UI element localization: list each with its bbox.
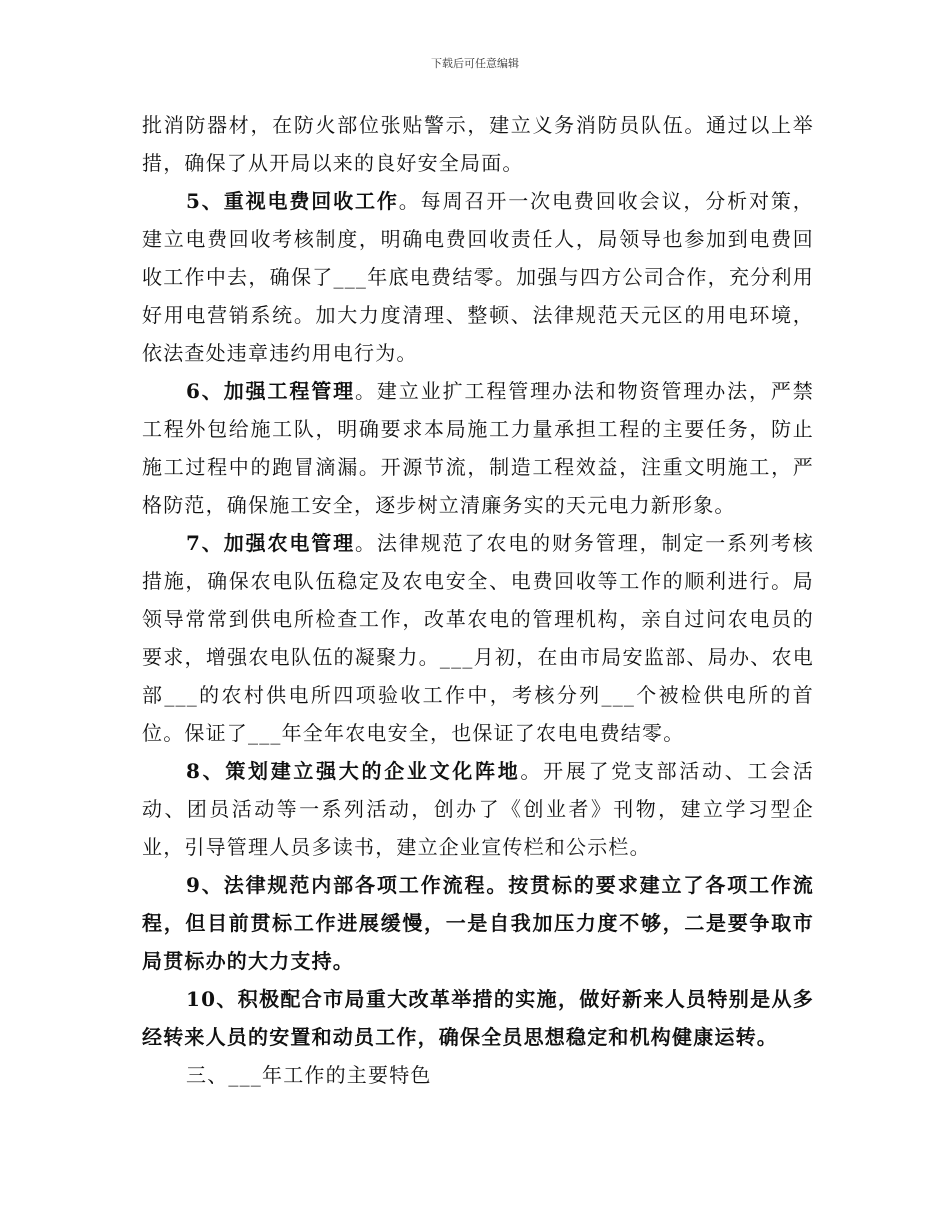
paragraph-heading: 5、重视电费回收工作 [186,189,399,213]
page-header: 下载后可任意编辑 [431,57,519,70]
paragraph-text: 。每周召开一次电费回收会议，分析对策，建立电费回收考核制度，明确电费回收责任人，局领导也参加到电费回收工作中去，确保了___年底电费结零。加强与四方公司合作，充分利用好用电营销系统。加大力度清理、整顿、法律规范天元区的用电环境，依法查处违章违约用电行为。 [142,189,814,365]
paragraph-text: 。开展了党支部活动、工会活动、团员活动等一系列活动，创办了《创业者》刊物，建立学习型企业，引导管理人员多读书，建立企业宣传栏和公示栏。 [142,759,814,859]
paragraph-text: 9、法律规范内部各项工作流程。按贯标的要求建立了各项工作流程，但目前贯标工作进展缓慢，一是自我加压力度不够，二是要争取市局贯标办的大力支持。 [142,873,814,973]
paragraph-text: 批消防器材，在防火部位张贴警示，建立义务消防员队伍。通过以上举措，确保了从开局以来的良好安全局面。 [142,113,814,175]
paragraph-heading: 6、加强工程管理 [186,379,356,403]
paragraph-item-6 [142,372,814,524]
paragraph-heading: 7、加强农电管理 [186,531,356,555]
document-body [142,106,814,1094]
paragraph-item-8 [142,752,814,866]
paragraph-text: 。建立业扩工程管理办法和物资管理办法，严禁工程外包给施工队，明确要求本局施工力量承担工程的主要任务，防止施工过程中的跑冒滴漏。开源节流，制造工程效益，注重文明施工，严格防范，确保施工安全，逐步树立清廉务实的天元电力新形象。 [142,379,814,517]
paragraph-item-10 [142,980,814,1056]
paragraph-item-7 [142,524,814,752]
paragraph-item-9 [142,866,814,980]
paragraph-text: 。法律规范了农电的财务管理，制定一系列考核措施，确保农电队伍稳定及农电安全、电费回收等工作的顺利进行。局领导常常到供电所检查工作，改革农电的管理机构，亲自过问农电员的要求，增强农电队伍的凝聚力。___月初，在由市局安监部、局办、农电部___的农村供电所四项验收工作中，考核分列___个被检供电所的首位。保证了___年全年农电安全，也保证了农电电费结零。 [142,531,814,745]
paragraph-heading: 8、策划建立强大的企业文化阵地 [186,759,521,783]
paragraph-text: 10、积极配合市局重大改革举措的实施，做好新来人员特别是从多经转来人员的安置和动员工作，确保全员思想稳定和机构健康运转。 [142,987,814,1049]
section-heading-3 [142,1056,814,1094]
section-heading-text: 三、___年工作的主要特色 [186,1063,432,1087]
paragraph-item-5 [142,182,814,372]
paragraph-safety-continued [142,106,814,182]
